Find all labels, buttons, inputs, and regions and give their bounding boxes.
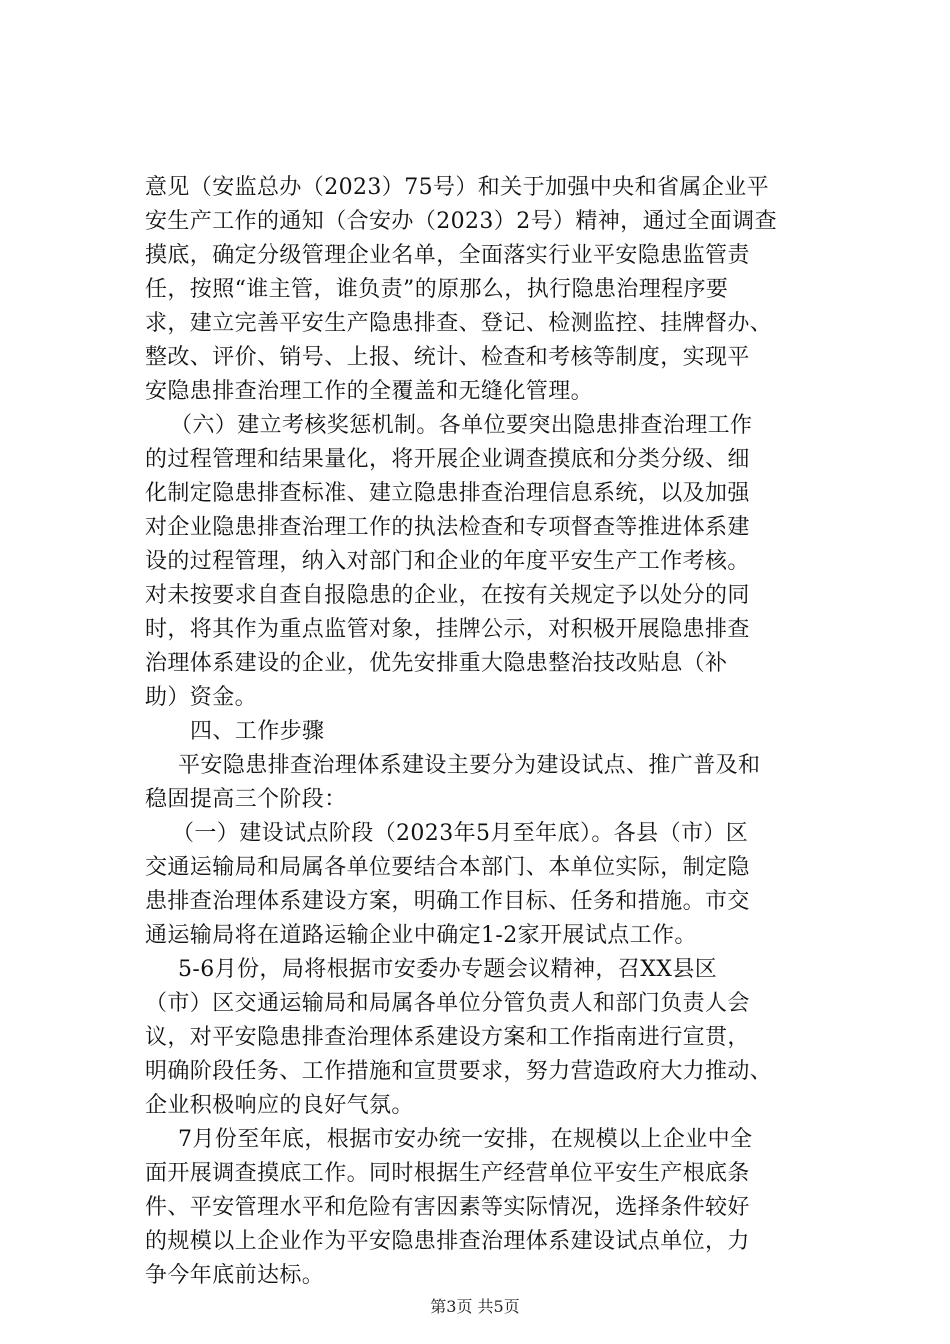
text-line: 任，按照“谁主管，谁负责”的原那么，执行隐患治理程序要 bbox=[145, 277, 729, 302]
text-line: 议，对平安隐患排查治理体系建设方案和工作指南进行宣贯， bbox=[145, 1025, 750, 1050]
text-line: 化制定隐患排查标准、建立隐患排查治理信息系统，以及加强 bbox=[145, 481, 750, 506]
text-line: 时，将其作为重点监管对象，挂牌公示，对积极开展隐患排查 bbox=[145, 617, 750, 642]
text-line: 摸底，确定分级管理企业名单，全面落实行业平安隐患监管责 bbox=[145, 243, 750, 268]
paragraph-first-line: （六）建立考核奖惩机制。各单位要突出隐患排查治理工作 bbox=[170, 413, 753, 438]
text-line: 助）资金。 bbox=[145, 685, 258, 710]
text-line: 通运输局将在道路运输企业中确定1-2家开展试点工作。 bbox=[145, 923, 697, 948]
text-line: 对未按要求自查自报隐患的企业，在按有关规定予以处分的同 bbox=[145, 583, 750, 608]
paragraph-first-line: 5-6月份，局将根据市安委办专题会议精神，召XX县区 bbox=[178, 957, 718, 982]
text-line: 患排查治理体系建设方案，明确工作目标、任务和措施。市交 bbox=[145, 889, 750, 914]
text-line: 的规模以上企业作为平安隐患排查治理体系建设试点单位，力 bbox=[145, 1229, 750, 1254]
paragraph-first-line: 7月份至年底，根据市安办统一安排，在规模以上企业中全 bbox=[178, 1127, 753, 1152]
text-line: 整改、评价、销号、上报、统计、检查和考核等制度，实现平 bbox=[145, 345, 750, 370]
section-heading: 四、工作步骤 bbox=[190, 719, 325, 744]
text-line: 治理体系建设的企业，优先安排重大隐患整治技改贴息（补 bbox=[145, 651, 728, 676]
paragraph-first-line: （一）建设试点阶段（2023年5月至年底）。各县（市）区 bbox=[172, 821, 749, 846]
text-line: 明确阶段任务、工作措施和宣贯要求，努力营造政府大力推动、 bbox=[145, 1059, 773, 1084]
paragraph-first-line: 平安隐患排查治理体系建设主要分为建设试点、推广普及和 bbox=[178, 753, 761, 778]
text-line: 交通运输局和局属各单位要结合本部门、本单位实际，制定隐 bbox=[145, 855, 750, 880]
text-line: 件、平安管理水平和危险有害因素等实际情况，选择条件较好 bbox=[145, 1195, 750, 1220]
text-line: 稳固提高三个阶段： bbox=[145, 787, 347, 812]
text-line: 安生产工作的通知（合安办（2023）2号）精神，通过全面调查 bbox=[145, 209, 777, 234]
text-line: （市）区交通运输局和局属各单位分管负责人和部门负责人会 bbox=[145, 991, 750, 1016]
text-line: 安隐患排查治理工作的全覆盖和无缝化管理。 bbox=[145, 379, 594, 404]
text-line: 对企业隐患排查治理工作的执法检查和专项督查等推进体系建 bbox=[145, 515, 750, 540]
text-line: 企业积极响应的良好气氛。 bbox=[145, 1093, 414, 1118]
text-line: 意见（安监总办（2023）75号）和关于加强中央和省属企业平 bbox=[145, 175, 769, 200]
page-number-footer: 第3页 共5页 bbox=[430, 1297, 520, 1316]
text-line: 面开展调查摸底工作。同时根据生产经营单位平安生产根底条 bbox=[145, 1161, 750, 1186]
text-line: 的过程管理和结果量化，将开展企业调查摸底和分类分级、细 bbox=[145, 447, 750, 472]
text-line: 设的过程管理，纳入对部门和企业的年度平安生产工作考核。 bbox=[145, 549, 750, 574]
text-line: 争今年底前达标。 bbox=[145, 1263, 325, 1288]
text-line: 求，建立完善平安生产隐患排查、登记、检测监控、挂牌督办、 bbox=[145, 311, 773, 336]
